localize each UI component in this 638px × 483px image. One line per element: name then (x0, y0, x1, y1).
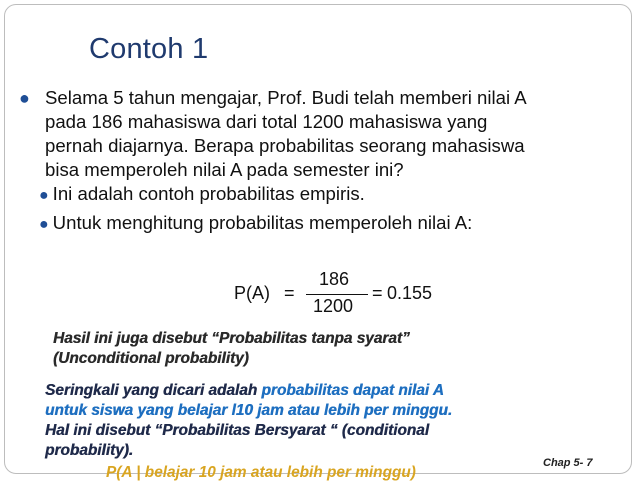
slide-title: Contoh 1 (89, 33, 209, 65)
sub-bullet-2-text: Untuk menghitung probabilitas memperoleh nilai A: (52, 212, 473, 233)
conditional-probability-expression: P(A | belajar 10 jam atau lebih per minggu) (106, 464, 416, 481)
hasil-line-2: (Unconditional probability) (53, 350, 249, 367)
formula-equals-2: = (372, 283, 383, 303)
fraction-bar (306, 294, 368, 295)
seringkali-line-4: probability). (45, 442, 134, 459)
main-bullet (19, 86, 619, 182)
formula-numerator: 186 (319, 269, 350, 289)
sub-bullet-1 (39, 182, 365, 208)
seringkali-line-3: Hal ini disebut “Probabilitas Bersyarat “ (conditional (45, 422, 429, 439)
formula-denominator: 1200 (313, 296, 354, 316)
bullet-icon: ● (19, 88, 30, 108)
hasil-line-1: Hasil ini juga disebut “Probabilitas tanpa syarat” (53, 330, 410, 347)
main-bullet-line-4: bisa memperoleh nilai A pada semester ini? (45, 159, 404, 180)
chapter-footer: Chap 5- 7 (543, 457, 593, 469)
formula-lhs: P(A) (234, 283, 270, 303)
seringkali-line-1-highlight: probabilitas dapat nilai A (261, 382, 444, 399)
sub-bullet-1-text: Ini adalah contoh probabilitas empiris. (52, 183, 365, 204)
main-bullet-line-1: Selama 5 tahun mengajar, Prof. Budi telah memberi nilai A (45, 87, 527, 108)
main-bullet-line-2: pada 186 mahasiswa dari total 1200 mahasiswa yang (45, 111, 488, 132)
seringkali-line-1-a: Seringkali yang dicari adalah (45, 382, 262, 399)
formula-result: 0.155 (387, 283, 433, 303)
hasil-note (53, 329, 410, 369)
seringkali-line-2: untuk siswa yang belajar l10 jam atau lebih per minggu. (45, 402, 453, 419)
probability-formula (234, 269, 454, 321)
seringkali-note (45, 381, 452, 461)
slide-frame (4, 4, 632, 474)
bullet-icon: ● (39, 187, 49, 204)
sub-bullet-2 (39, 211, 472, 237)
bullet-icon: ● (39, 216, 49, 233)
formula-equals-1: = (284, 283, 295, 303)
main-bullet-line-3: pernah diajarnya. Berapa probabilitas seorang mahasiswa (45, 135, 525, 156)
seringkali-line-1 (45, 381, 452, 401)
